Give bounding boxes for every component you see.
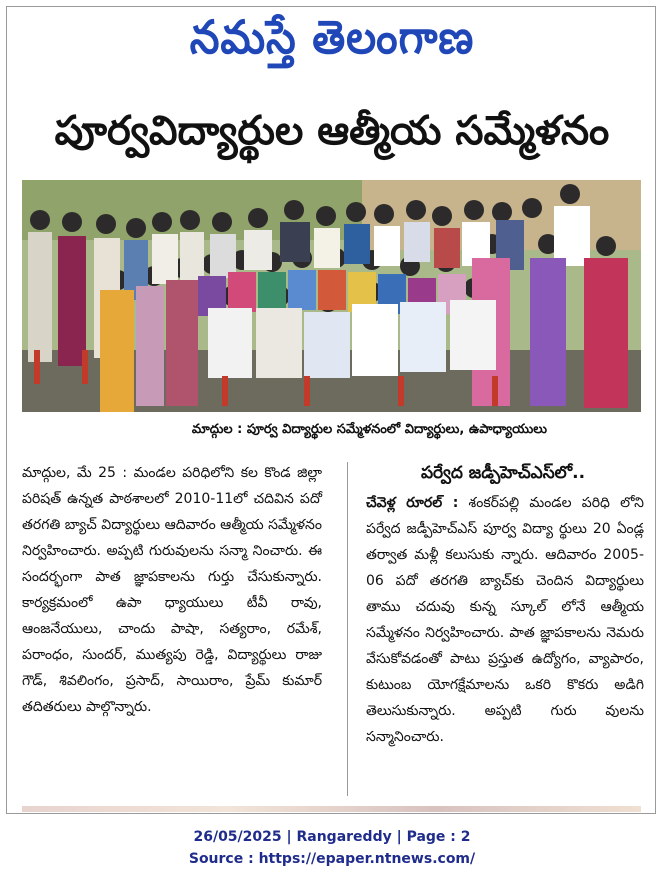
right-article-paragraph — [366, 490, 644, 750]
left-article-body: మండల పరిధిలోని కల కొండ జిల్లా పరిషత్ ఉన్నత పాఠశాలలో 2010-11లో చదివిన పదో తరగతి బ్యాచ్ విద్యార్థులు ఆదివారం ఆత్మీయ సమ్మేళనం నిర్వహించారు. అప్పటి గురువులను సన్మా నించారు. ఈ సందర్భంగా పాత జ్ఞాపకాలను గుర్తు చేసుకున్నారు. కార్యక్రమంలో ఉపా ధ్యాయులు టీవీ రావు, ఆంజనేయులు, చాందు పాషా, సత్యరాం, రమేశ్, పరాంధం, సుందర్, ముత్యపు రెడ్డి, విద్యార్థులు రాజు గౌడ్, శివలింగం, ప్రసాద్, సాయిరాం, ప్రేమ్ కుమార్ తదితరులు పాల్గొన్నారు. — [22, 465, 323, 715]
left-article-column — [22, 460, 322, 720]
group-photo — [22, 180, 641, 412]
left-dateline: మాద్గుల, మే 25 : — [22, 465, 128, 481]
footer-source-line: Source : https://epaper.ntnews.com/ — [188, 851, 476, 867]
right-article-body: శంకర్‌పల్లి మండల పరిధి లోని పర్వేద జడ్పీహెచ్ఎస్ పూర్వ విద్యా ర్థులు 20 ఏండ్ల తర్వాత మళ్లీ కలుసుకు న్నారు. ఆదివారం 2005- 06 పదో తరగతి బ్యాచ్‌కు చెందిన విద్యార్థులు తాము చదువు కున్న స్కూల్ లోనే ఆత్మీయ సమ్మేళనం నిర్వహించారు. పాత జ్ఞాపకాలను నెమరు వేసుకోవడంతో పాటు ప్రస్తుత ఉద్యోగం, వ్యాపారం, కుటుంబ యోగక్షేమాలను ఒకరి కొకరు అడిగి తెలుసుకున్నారు. అప్పటి గురు వులను సన్మానించారు. — [366, 495, 644, 745]
right-dateline: చేవెళ్ల రూరల్ : — [366, 495, 459, 511]
group-photo-illustration — [22, 180, 641, 412]
newspaper-masthead: నమస్తే తెలంగాణ — [189, 10, 475, 64]
footer — [0, 826, 664, 870]
right-subheading: పర్వేద జడ్పీహెచ్ఎస్‌లో.. — [420, 463, 586, 483]
right-article-column — [366, 460, 644, 750]
footer-edition-line: 26/05/2025 | Rangareddy | Page : 2 — [193, 829, 471, 845]
bottom-image-strip — [22, 806, 641, 812]
column-divider — [347, 462, 348, 796]
left-article-paragraph — [22, 460, 322, 720]
photo-caption: మాద్గుల : పూర్వ విద్యార్థుల సమ్మేళనంలో విద్యార్థులు, ఉపాధ్యాయులు — [191, 422, 547, 437]
article-headline: పూర్వవిద్యార్థుల ఆత్మీయ సమ్మేళనం — [54, 108, 610, 154]
